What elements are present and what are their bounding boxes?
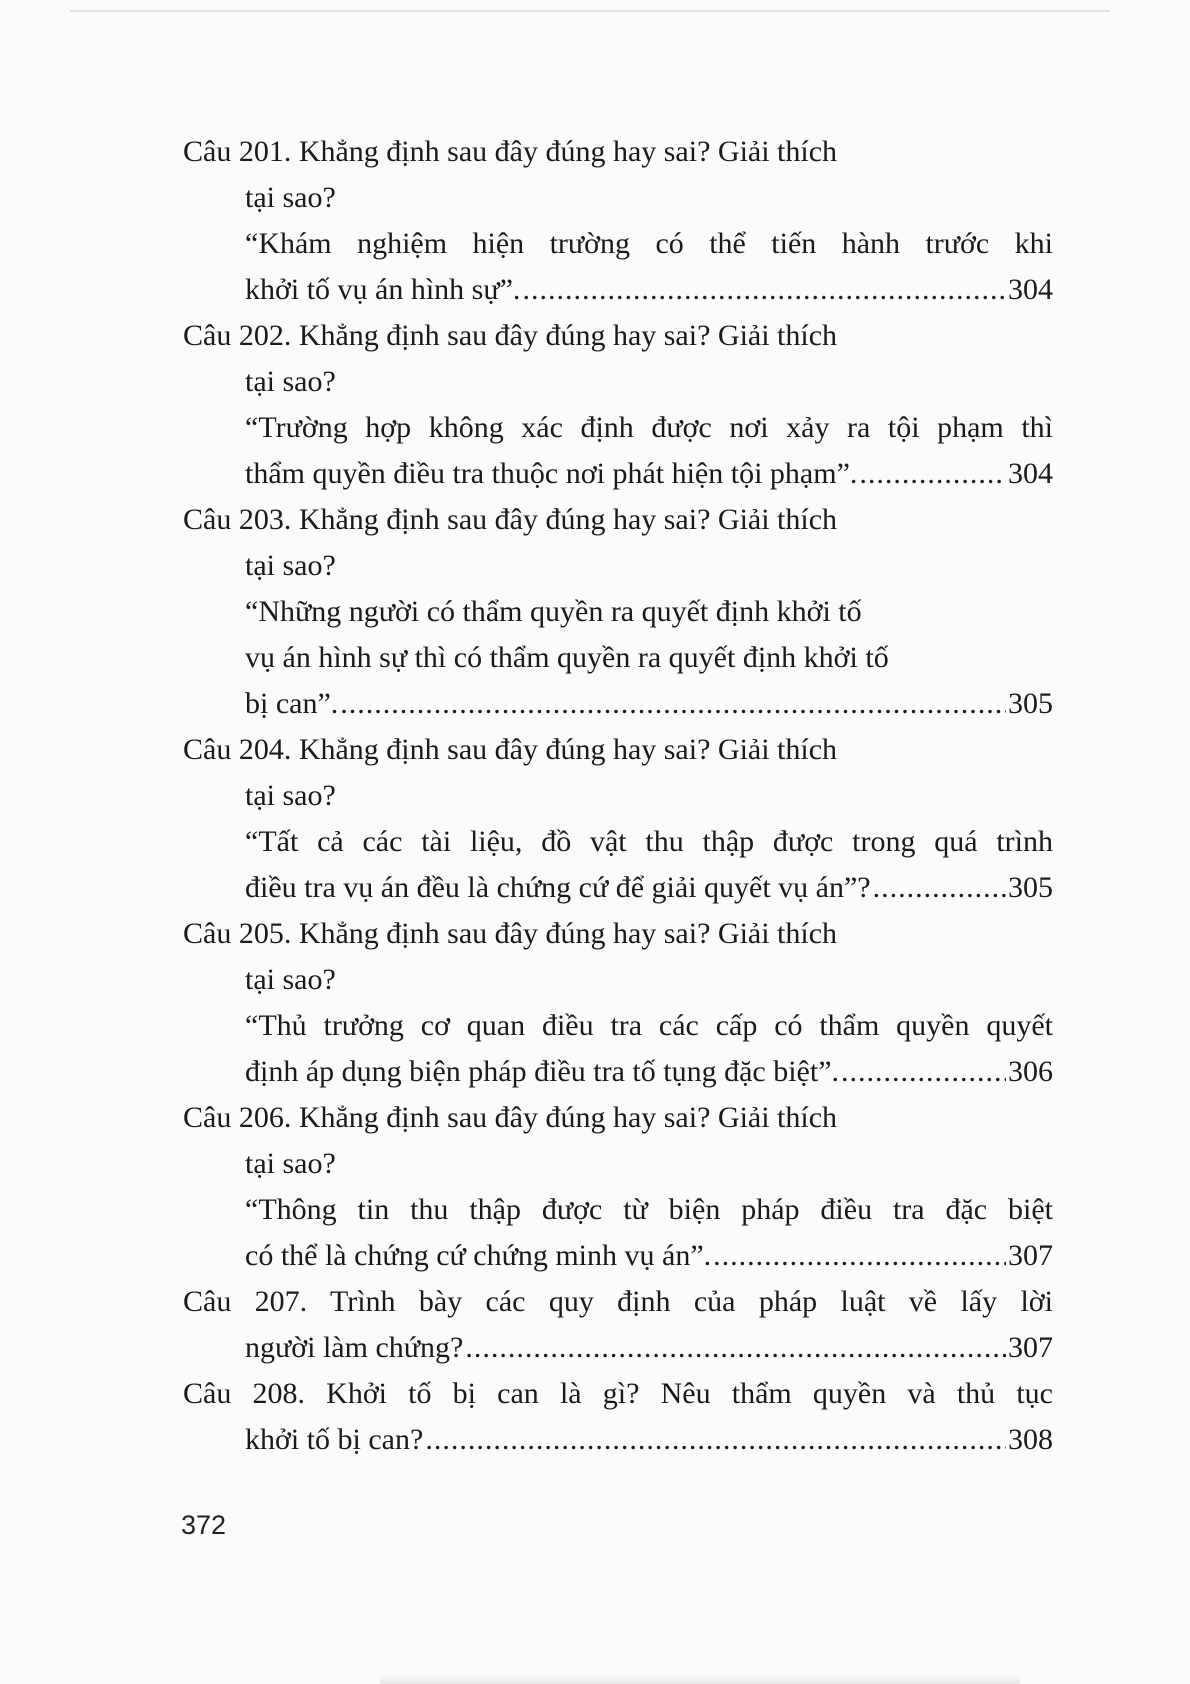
toc-entry-line: điều tra vụ án đều là chứng cứ để giải quyết vụ án”? (245, 871, 871, 904)
toc-entry-leader-line (183, 1233, 1053, 1279)
page-number: 305 (1008, 687, 1053, 720)
toc-entry-line: “Thông tin thu thập được từ biện pháp điều tra đặc biệt (245, 1193, 1053, 1226)
page-number: 307 (1008, 1239, 1053, 1272)
toc-entry-line: “Tất cả các tài liệu, đồ vật thu thập được trong quá trình (245, 825, 1053, 858)
toc-entry-208 (183, 1371, 1053, 1463)
dot-leader (713, 1233, 1006, 1279)
toc-entry-line: Câu 206. Khẳng định sau đây đúng hay sai? Giải thích (183, 1101, 838, 1134)
dot-leader (859, 451, 1006, 497)
dot-leader (873, 865, 1006, 911)
page-bottom-shadow (380, 1674, 1020, 1684)
toc-entry-201 (183, 129, 1053, 313)
page-number: 308 (1008, 1423, 1053, 1456)
toc-entry-line: tại sao? (245, 365, 336, 398)
page-number: 304 (1008, 457, 1053, 490)
toc-entry-line: Câu 204. Khẳng định sau đây đúng hay sai? Giải thích (183, 733, 838, 766)
toc-entry-line: “Những người có thẩm quyền ra quyết định khởi tố (245, 595, 862, 628)
toc-entry-line: Câu 205. Khẳng định sau đây đúng hay sai? Giải thích (183, 917, 838, 950)
toc-entry-line: Câu 202. Khẳng định sau đây đúng hay sai? Giải thích (183, 319, 838, 352)
toc-entry-leader-line (183, 1049, 1053, 1095)
page-edge-line (70, 10, 1110, 12)
toc-entry-206 (183, 1095, 1053, 1279)
toc-entry-202 (183, 313, 1053, 497)
toc-entry-line: “Thủ trưởng cơ quan điều tra các cấp có thẩm quyền quyết (245, 1009, 1053, 1042)
toc-entry-line: tại sao? (245, 549, 336, 582)
toc-entry-line: có thể là chứng cứ chứng minh vụ án”. (245, 1239, 712, 1272)
toc-entry-leader-line (183, 681, 1053, 727)
toc-entry-leader-line (183, 267, 1053, 313)
toc-entry-leader-line (183, 865, 1053, 911)
toc-entry-205 (183, 911, 1053, 1095)
toc-entry-line: khởi tố vụ án hình sự”. (245, 273, 521, 306)
dot-leader (425, 1417, 1006, 1463)
page-number: 304 (1008, 273, 1053, 306)
folio-page-number: 372 (181, 1510, 227, 1540)
toc-entry-line: tại sao? (245, 779, 336, 812)
toc-entry-line: “Trường hợp không xác định được nơi xảy ra tội phạm thì (245, 411, 1053, 444)
toc-entry-204 (183, 727, 1053, 911)
toc-entry-leader-line (183, 1417, 1053, 1463)
dot-leader (465, 1325, 1006, 1371)
toc-entry-line: tại sao? (245, 181, 336, 214)
table-of-contents (183, 129, 1053, 1463)
toc-entry-leader-line (183, 451, 1053, 497)
dot-leader (841, 1049, 1006, 1095)
toc-entry-line: Câu 201. Khẳng định sau đây đúng hay sai? Giải thích (183, 135, 838, 168)
toc-entry-line: thẩm quyền điều tra thuộc nơi phát hiện tội phạm”. (245, 457, 858, 490)
toc-entry-line: “Khám nghiệm hiện trường có thể tiến hành trước khi (245, 227, 1053, 260)
toc-entry-207 (183, 1279, 1053, 1371)
page-number: 307 (1008, 1331, 1053, 1364)
dot-leader (340, 681, 1006, 727)
toc-entry-line: vụ án hình sự thì có thẩm quyền ra quyết định khởi tố (245, 641, 889, 674)
toc-entry-203 (183, 497, 1053, 727)
toc-entry-line: khởi tố bị can? (245, 1423, 424, 1456)
toc-entry-line: tại sao? (245, 1147, 336, 1180)
toc-entry-line: bị can”. (245, 687, 339, 720)
toc-entry-line: Câu 207. Trình bày các quy định của pháp luật về lấy lời (183, 1285, 1053, 1318)
page-number: 305 (1008, 871, 1053, 904)
toc-entry-line: Câu 208. Khởi tố bị can là gì? Nêu thẩm quyền và thủ tục (183, 1377, 1053, 1410)
toc-entry-line: tại sao? (245, 963, 336, 996)
toc-entry-line: người làm chứng? (245, 1331, 464, 1364)
toc-entry-line: Câu 203. Khẳng định sau đây đúng hay sai? Giải thích (183, 503, 838, 536)
toc-entry-line: định áp dụng biện pháp điều tra tố tụng đặc biệt”. (245, 1055, 840, 1088)
page-number: 306 (1008, 1055, 1053, 1088)
dot-leader (522, 267, 1006, 313)
toc-entry-leader-line (183, 1325, 1053, 1371)
